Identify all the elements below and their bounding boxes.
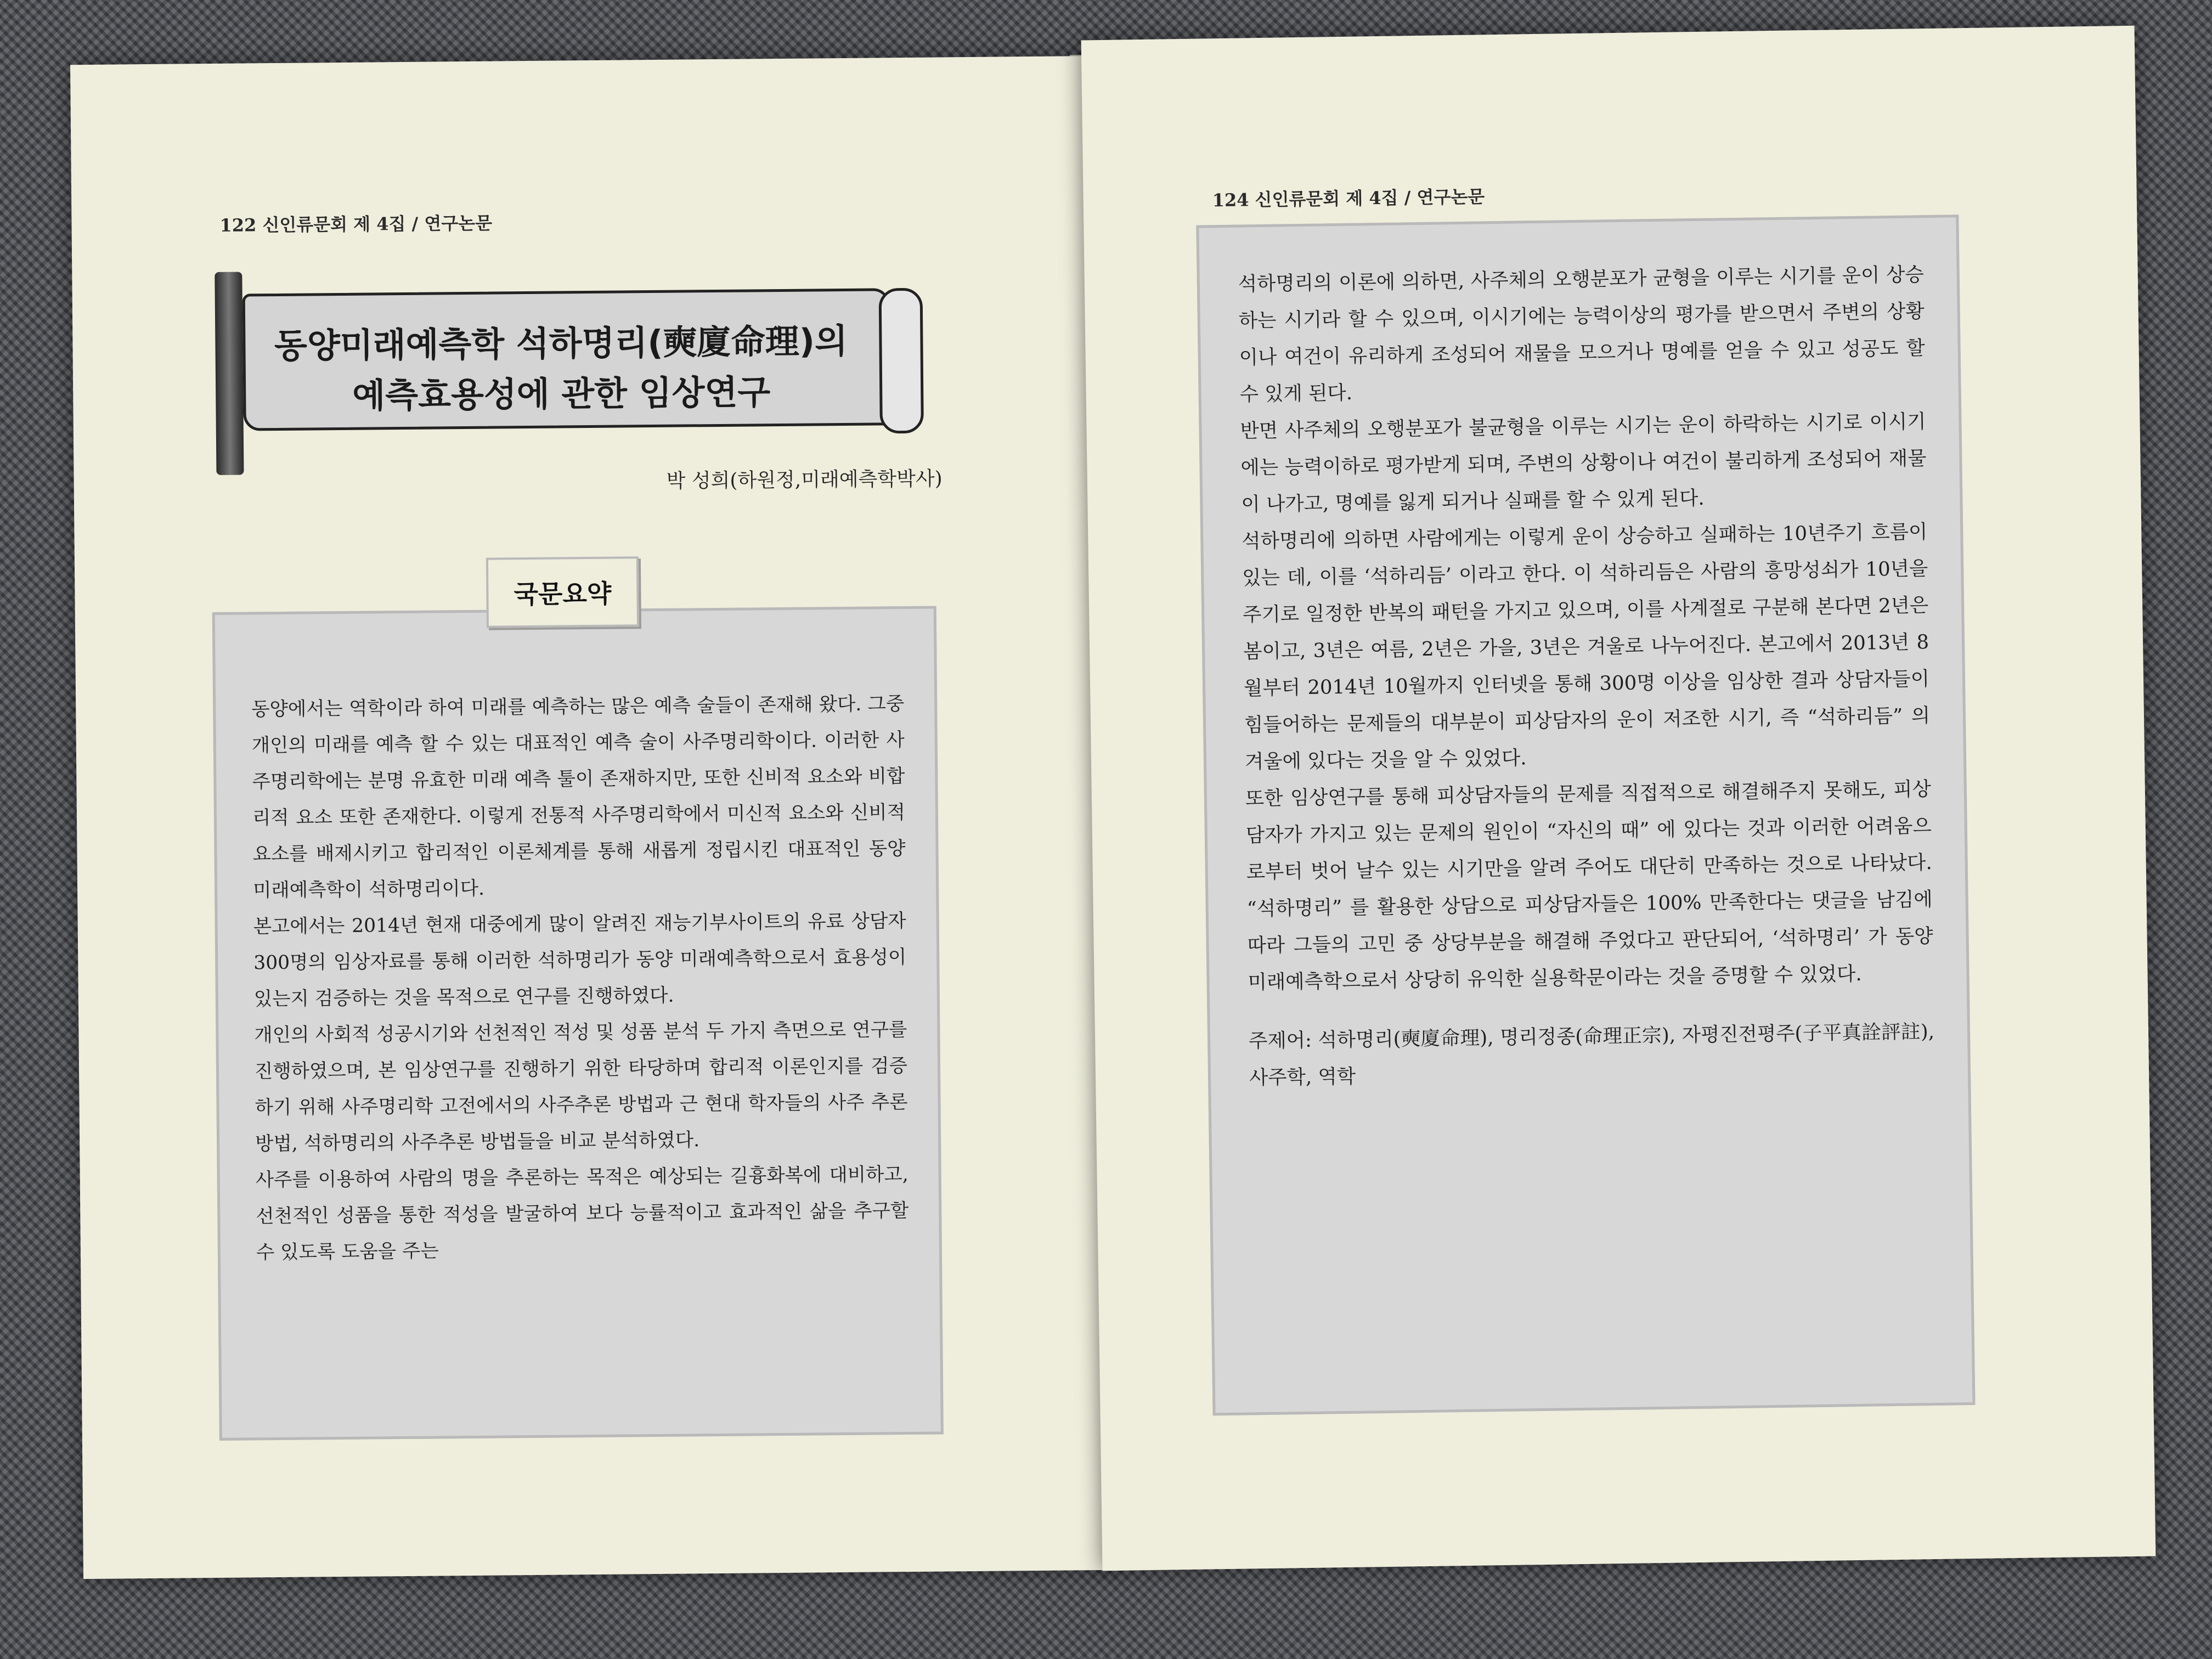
title-line-1: 동양미래예측학 석하명리(奭廈命理)의 [274, 320, 848, 366]
abstract-body [251, 686, 909, 1271]
abstract-continued-box [1196, 215, 1975, 1415]
abstract-paragraph: 석하명리의 이론에 의하면, 사주체의 오행분포가 균형을 이루는 시기를 운이 상승하는 시기라 할 수 있으며, 이시기에는 능력이상의 평가를 받으면서 주변의 상황이나 여건이 유리하게 조성되어 재물을 모으거나 명예를 얻을 수 있고 성공도 할 수 있게 된다. [1238, 263, 1925, 406]
title-scroll-banner [220, 266, 918, 470]
keywords: 주제어: 석하명리(奭廈命理), 명리정종(命理正宗), 자평진전평주(子平真詮評註), 사주학, 역학 [1248, 1020, 1935, 1090]
abstract-label: 국문요약 [486, 556, 639, 628]
abstract-continued-body [1238, 256, 1935, 1096]
running-head: 124 신인류문회 제 4집 / 연구논문 [1212, 186, 1485, 211]
title-line-2: 예측효용성에 관한 임상연구 [352, 372, 771, 416]
abstract-paragraph: 본고에서는 2014년 현재 대중에게 많이 알려진 재능기부사이트의 유료 상담자 300명의 임상자료를 통해 이러한 석하명리가 동양 미래예측학으로서 효용성이 있는지 검증하는 것을 목적으로 연구를 진행하였다. [253, 910, 907, 1011]
right-page [1081, 26, 2156, 1571]
scroll-rod-icon [215, 272, 244, 475]
abstract-paragraph: 개인의 사회적 성공시기와 선천적인 적성 및 성품 분석 두 가지 측면으로 연구를 진행하였으며, 본 임상연구를 진행하기 위한 타당하며 합리적 이론인지를 검증하기 위해 사주명리학 고전에서의 사주추론 방법과 근 현대 학자들의 사주 추론 방법, 석하명리의 사주추론 방법들을 비교 분석하였다. [254, 1019, 908, 1155]
running-head: 122 신인류문회 제 4집 / 연구논문 [219, 212, 493, 236]
abstract-paragraph: 반면 사주체의 오행분포가 불균형을 이루는 시기는 운이 하락하는 시기로 이시기 에는 능력이하로 평가받게 되며, 주변의 상황이나 여건이 불리하게 조성되어 재물이 나가고, 명예를 잃게 되거나 실패를 할 수 있게 된다. [1240, 410, 1927, 516]
abstract-paragraph: 사주를 이용하여 사람의 명을 추론하는 목적은 예상되는 길흉화복에 대비하고, 선천적인 성품을 통한 적성을 발굴하여 보다 능률적이고 효과적인 삶을 추구할 수 있도록 도움을 주는 [255, 1164, 909, 1264]
left-page [70, 56, 1115, 1579]
author-line: 박 성희(하원정,미래예측학박사) [666, 467, 943, 493]
paper-title [242, 315, 880, 422]
abstract-paragraph: 또한 임상연구를 통해 피상담자들의 문제를 직접적으로 해결해주지 못해도, 피상담자가 가지고 있는 문제의 원인이 “자신의 때” 에 있다는 것과 이러한 어려움으로부터 벗어 날수 있는 시기만을 알려 주어도 대단히 만족하는 것으로 나타났다. “석하명리” 를 활용한 상담으로 피상담자들은 100% 만족한다는 댓글을 남김에 따라 그들의 고민 중 상당부분을 해결해 주었다고 판단되어, ‘석하명리’ 가 동양 미래예측학으로서 상당히 유익한 실용학문이라는 것을 증명할 수 있었다. [1245, 778, 1933, 994]
abstract-paragraph: 석하명리에 의하면 사람에게는 이렇게 운이 상승하고 실패하는 10년주기 흐름이 있는 데, 이를 ‘석하리듬’ 이라고 한다. 이 석하리듬은 사람의 흥망성쇠가 10년을 주기로 일정한 반복의 패턴을 가지고 있으며, 이를 사계절로 구분해 본다면 2년은 봄이고, 3년은 여름, 2년은 가을, 3년은 겨울로 나누어진다. 본고에서 2013년 8월부터 2014년 10월까지 인터넷을 통해 300명 이상을 임상한 결과 상담자들이 힘들어하는 문제들의 대부분이 피상담자의 운이 저조한 시기, 즉 “석하리듬” 의 겨울에 있다는 것을 알 수 있었다. [1242, 521, 1931, 774]
scroll-curl-icon [879, 288, 924, 434]
abstract-box [212, 606, 944, 1441]
abstract-paragraph: 동양에서는 역학이라 하여 미래를 예측하는 많은 예측 술들이 존재해 왔다. 그중 개인의 미래를 예측 할 수 있는 대표적인 예측 술이 사주명리학이다. 이러한 사주명리학에는 분명 유효한 미래 예측 툴이 존재하지만, 또한 신비적 요소와 비합리적 요소 또한 존재한다. 이렇게 전통적 사주명리학에서 미신적 요소와 신비적 요소를 배제시키고 합리적인 이론체계를 통해 새롭게 정립시킨 대표적인 동양 미래예측학이 석하명리이다. [251, 693, 906, 902]
